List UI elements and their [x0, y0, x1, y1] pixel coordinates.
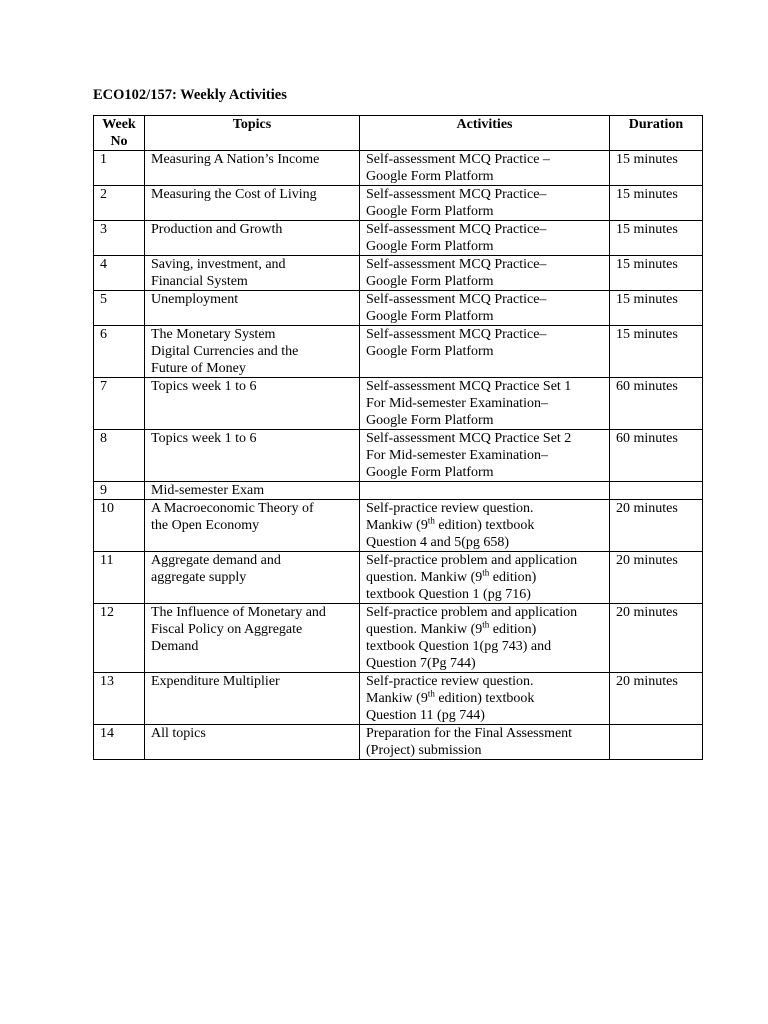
topic-line: The Influence of Monetary and — [151, 605, 326, 620]
duration-cell: 15 minutes — [610, 326, 703, 378]
topics-cell — [145, 326, 360, 378]
topic-line: the Open Economy — [151, 518, 260, 533]
activity-line: Self-practice review question. — [366, 674, 534, 689]
table-header-row — [94, 116, 703, 151]
topics-cell — [145, 552, 360, 604]
duration-cell: 15 minutes — [610, 221, 703, 256]
activities-cell — [360, 430, 610, 482]
activities-cell — [360, 326, 610, 378]
activity-line: Google Form Platform — [366, 274, 494, 289]
table-row — [94, 725, 703, 760]
activities-cell — [360, 500, 610, 552]
activities-cell — [360, 725, 610, 760]
week-number-cell: 11 — [94, 552, 145, 604]
topic-line: Aggregate demand and — [151, 553, 281, 568]
duration-cell: 60 minutes — [610, 378, 703, 430]
week-number-cell: 12 — [94, 604, 145, 673]
activity-line: question. Mankiw (9th edition) — [366, 619, 537, 637]
activity-line: (Project) submission — [366, 743, 482, 758]
table-row — [94, 500, 703, 552]
header-week-line-1: Week — [102, 117, 136, 132]
week-number-cell: 6 — [94, 326, 145, 378]
duration-cell: 20 minutes — [610, 552, 703, 604]
topic-line: Measuring the Cost of Living — [151, 187, 317, 202]
activity-line: Question 11 (pg 744) — [366, 708, 485, 723]
activities-cell — [360, 604, 610, 673]
activity-line: Self-assessment MCQ Practice– — [366, 222, 547, 237]
topic-line: Production and Growth — [151, 222, 283, 237]
activity-line: Self-assessment MCQ Practice– — [366, 292, 547, 307]
week-number-cell: 2 — [94, 186, 145, 221]
table-row — [94, 604, 703, 673]
topic-line: Fiscal Policy on Aggregate — [151, 622, 303, 637]
header-week-no — [94, 116, 145, 151]
activity-line: Self-assessment MCQ Practice Set 2 — [366, 431, 572, 446]
topics-cell — [145, 186, 360, 221]
topics-cell — [145, 604, 360, 673]
superscript: th — [427, 688, 435, 699]
header-duration: Duration — [610, 116, 703, 151]
activity-line: textbook Question 1(pg 743) and — [366, 639, 552, 654]
activities-cell — [360, 151, 610, 186]
topics-cell — [145, 151, 360, 186]
topic-line: Measuring A Nation’s Income — [151, 152, 320, 167]
week-number-cell: 4 — [94, 256, 145, 291]
topic-line: Digital Currencies and the — [151, 344, 299, 359]
header-activities: Activities — [360, 116, 610, 151]
topics-cell — [145, 430, 360, 482]
activities-cell — [360, 378, 610, 430]
activity-line: Preparation for the Final Assessment — [366, 726, 573, 741]
activity-line: Question 4 and 5(pg 658) — [366, 535, 510, 550]
activity-line: Google Form Platform — [366, 204, 494, 219]
topic-line: Topics week 1 to 6 — [151, 431, 257, 446]
activity-line: textbook Question 1 (pg 716) — [366, 587, 531, 602]
table-row — [94, 378, 703, 430]
activity-line: Google Form Platform — [366, 239, 494, 254]
activity-line: Google Form Platform — [366, 465, 494, 480]
week-number-cell: 10 — [94, 500, 145, 552]
activity-line: Google Form Platform — [366, 169, 494, 184]
duration-cell — [610, 482, 703, 500]
activities-cell — [360, 256, 610, 291]
activity-line: Self-assessment MCQ Practice– — [366, 187, 547, 202]
activity-line: Question 7(Pg 744) — [366, 656, 476, 671]
activity-line: Self-practice review question. — [366, 501, 534, 516]
duration-cell: 20 minutes — [610, 500, 703, 552]
topics-cell — [145, 725, 360, 760]
activity-line: For Mid-semester Examination– — [366, 396, 548, 411]
topic-line: A Macroeconomic Theory of — [151, 501, 314, 516]
activity-line: Self-assessment MCQ Practice – — [366, 152, 550, 167]
duration-cell: 20 minutes — [610, 673, 703, 725]
header-topics: Topics — [145, 116, 360, 151]
table-row — [94, 673, 703, 725]
activity-line: Mankiw (9th edition) textbook — [366, 688, 535, 706]
table-row — [94, 221, 703, 256]
week-number-cell: 7 — [94, 378, 145, 430]
duration-cell: 15 minutes — [610, 151, 703, 186]
duration-cell: 15 minutes — [610, 256, 703, 291]
activities-cell — [360, 221, 610, 256]
topics-cell — [145, 378, 360, 430]
topics-cell — [145, 673, 360, 725]
topic-line: All topics — [151, 726, 206, 741]
activity-line: Self-assessment MCQ Practice– — [366, 327, 547, 342]
activities-cell — [360, 291, 610, 326]
week-number-cell: 3 — [94, 221, 145, 256]
activity-line: For Mid-semester Examination– — [366, 448, 548, 463]
activity-line: Self-assessment MCQ Practice Set 1 — [366, 379, 572, 394]
activity-line: Self-practice problem and application — [366, 553, 578, 568]
week-number-cell: 8 — [94, 430, 145, 482]
activities-cell — [360, 673, 610, 725]
topic-line: The Monetary System — [151, 327, 276, 342]
topic-line: Future of Money — [151, 361, 246, 376]
duration-cell: 60 minutes — [610, 430, 703, 482]
week-number-cell: 5 — [94, 291, 145, 326]
topic-line: Demand — [151, 639, 199, 654]
activity-line: Self-practice problem and application — [366, 605, 578, 620]
superscript: th — [482, 567, 490, 578]
topics-cell — [145, 482, 360, 500]
topic-line: aggregate supply — [151, 570, 247, 585]
activity-line: Google Form Platform — [366, 413, 494, 428]
header-week-line-2: No — [110, 134, 128, 149]
table-row — [94, 552, 703, 604]
superscript: th — [427, 515, 435, 526]
topics-cell — [145, 256, 360, 291]
table-row — [94, 291, 703, 326]
activity-line: Google Form Platform — [366, 309, 494, 324]
week-number-cell: 14 — [94, 725, 145, 760]
activities-cell — [360, 186, 610, 221]
table-body — [94, 151, 703, 760]
week-number-cell: 9 — [94, 482, 145, 500]
topic-line: Mid-semester Exam — [151, 483, 265, 498]
topic-line: Financial System — [151, 274, 248, 289]
table-row — [94, 256, 703, 291]
activity-line: Self-assessment MCQ Practice– — [366, 257, 547, 272]
activity-line: Google Form Platform — [366, 344, 494, 359]
table-row — [94, 326, 703, 378]
week-number-cell: 13 — [94, 673, 145, 725]
activities-cell — [360, 482, 610, 500]
page-title: ECO102/157: Weekly Activities — [93, 87, 287, 103]
topic-line: Expenditure Multiplier — [151, 674, 280, 689]
duration-cell: 20 minutes — [610, 604, 703, 673]
table-row — [94, 186, 703, 221]
topic-line: Unemployment — [151, 292, 239, 307]
activities-cell — [360, 552, 610, 604]
table-row — [94, 430, 703, 482]
topics-cell — [145, 500, 360, 552]
topic-line: Saving, investment, and — [151, 257, 286, 272]
superscript: th — [482, 619, 490, 630]
duration-cell: 15 minutes — [610, 291, 703, 326]
week-number-cell: 1 — [94, 151, 145, 186]
activity-line: Mankiw (9th edition) textbook — [366, 515, 535, 533]
topic-line: Topics week 1 to 6 — [151, 379, 257, 394]
weekly-activities-table — [93, 115, 703, 760]
table-row — [94, 151, 703, 186]
topics-cell — [145, 291, 360, 326]
table-row — [94, 482, 703, 500]
duration-cell: 15 minutes — [610, 186, 703, 221]
activity-line: question. Mankiw (9th edition) — [366, 567, 537, 585]
duration-cell — [610, 725, 703, 760]
topics-cell — [145, 221, 360, 256]
